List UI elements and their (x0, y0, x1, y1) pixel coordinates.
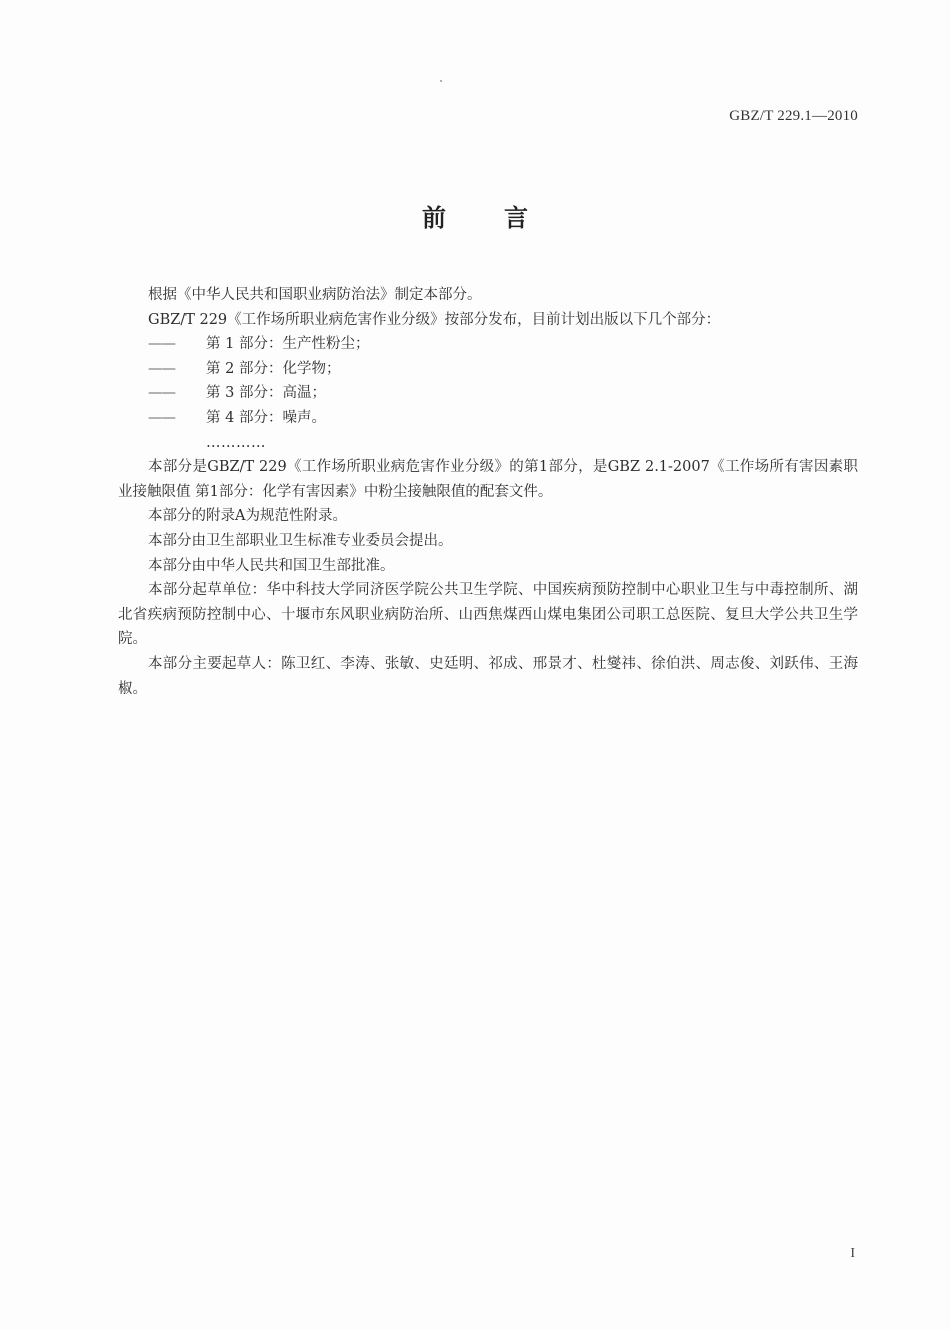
list-dash: —— (148, 336, 175, 353)
title-char-2: 言 (504, 203, 528, 232)
standard-code: GBZ/T 229.1—2010 (729, 108, 858, 124)
title-char-1: 前 (422, 203, 446, 232)
paragraph-appendix: 本部分的附录A为规范性附录。 (148, 508, 347, 525)
paragraph-approver: 本部分由中华人民共和国卫生部批准。 (148, 557, 395, 574)
paragraph-proposer: 本部分由卫生部职业卫生标准专业委员会提出。 (148, 532, 453, 549)
list-dash: —— (148, 360, 175, 377)
list-dash: —— (148, 385, 175, 402)
list-item (118, 406, 858, 431)
paragraph-parts-intro: GBZ/T 229《工作场所职业病危害作业分级》按部分发布，目前计划出版以下几个部分： (148, 311, 721, 328)
list-item-text: 第 1 部分：生产性粉尘； (206, 336, 370, 353)
scan-speck (440, 80, 442, 82)
paragraph-drafters: 本部分主要起草人：陈卫红、李涛、张敏、史廷明、祁成、邢景才、杜燮祎、徐伯洪、周志俊、刘跃伟、王海椒。 (118, 655, 858, 697)
foreword-body (118, 283, 858, 701)
page-title (0, 198, 950, 233)
list-item (118, 381, 858, 406)
paragraph-relation: 本部分是GBZ/T 229《工作场所职业病危害作业分级》的第1部分，是GBZ 2.1-2007《工作场所有害因素职业接触限值 第1部分：化学有害因素》中粉尘接触限值的配套文件。 (118, 459, 858, 500)
list-item (118, 332, 858, 357)
list-ellipsis: ………… (206, 434, 266, 451)
list-item (118, 357, 858, 382)
list-item-text: 第 3 部分：高温； (206, 385, 326, 402)
paragraph-basis: 根据《中华人民共和国职业病防治法》制定本部分。 (148, 287, 482, 303)
paragraph-drafting-units: 本部分起草单位：华中科技大学同济医学院公共卫生学院、中国疾病预防控制中心职业卫生与中毒控制所、湖北省疾病预防控制中心、十堰市东风职业病防治所、山西焦煤西山煤电集团公司职工总医院、复旦大学公共卫生学院。 (118, 582, 858, 648)
list-item-text: 第 2 部分：化学物； (206, 360, 341, 377)
page-number: I (850, 1246, 855, 1261)
list-item-text: 第 4 部分：噪声。 (206, 409, 326, 426)
list-dash: —— (148, 409, 175, 426)
